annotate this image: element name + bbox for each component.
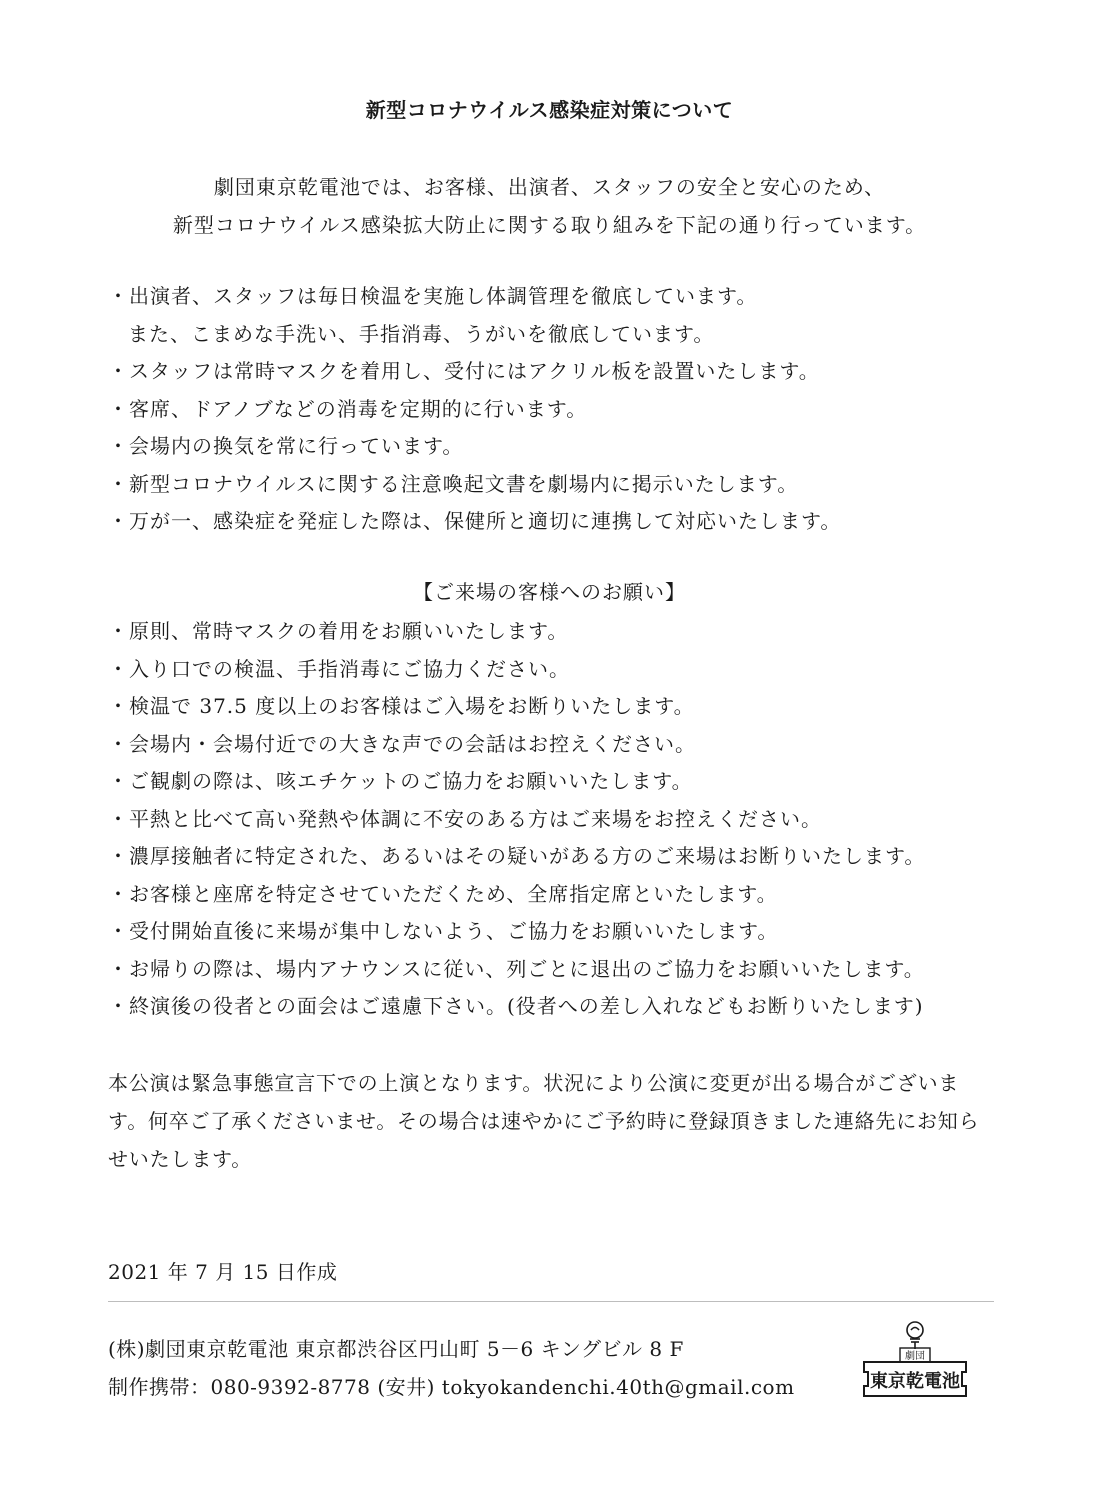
measure-item: また、こまめな手洗い、手指消毒、うがいを徹底しています。 [128, 321, 715, 346]
request-item: ・入り口での検温、手指消毒にご協力ください。 [108, 656, 570, 681]
company-address: (株)劇団東京乾電池 東京都渋谷区円山町 5－6 キングビル 8 F [108, 1337, 684, 1361]
footer [108, 1330, 828, 1406]
measure-item: ・会場内の換気を常に行っています。 [108, 434, 464, 458]
request-item: ・検温で 37.5 度以上のお客様はご入場をお断りいたします。 [108, 694, 695, 718]
contact-info: 制作携帯：080-9392-8778 (安井) tokyokandenchi.40th@gmail.com [108, 1375, 795, 1399]
logo-text-main: 東京乾電池 [870, 1371, 960, 1392]
request-item: ・ご観劇の際は、咳エチケットのご協力をお願いいたします。 [108, 769, 693, 793]
measure-item: ・出演者、スタッフは毎日検温を実施し体調管理を徹底しています。 [108, 284, 758, 308]
measure-item: ・スタッフは常時マスクを着用し、受付にはアクリル板を設置いたします。 [108, 359, 820, 383]
intro-line: 新型コロナウイルス感染拡大防止に関する取り組みを下記の通り行っています。 [172, 213, 927, 237]
requests-heading: 【ご来場の客様へのお願い】 [413, 580, 686, 604]
closing-paragraph: 本公演は緊急事態宣言下での上演となります。状況により公演に変更が出る場合がございます。何卒ご了承くださいませ。その場合は速やかにご予約時に登録頂きました連絡先にお知らせいたします。 [108, 1071, 980, 1171]
request-item: ・原則、常時マスクの着用をお願いいたします。 [108, 619, 569, 643]
measure-item: ・客席、ドアノブなどの消毒を定期的に行います。 [108, 396, 588, 421]
logo-text-top: 劇団 [905, 1351, 925, 1362]
request-item: ・平熱と比べて高い発熱や体調に不安のある方はご来場をお控えください。 [108, 806, 822, 831]
request-item: ・濃厚接触者に特定された、あるいはその疑いがある方のご来場はお断りいたします。 [108, 844, 926, 868]
divider [108, 1301, 994, 1302]
requests-list [108, 613, 1008, 1026]
intro-line: 劇団東京乾電池では、お客様、出演者、スタッフの安全と安心のため、 [213, 175, 886, 199]
request-item: ・会場内・会場付近での大きな声での会話はお控えください。 [108, 731, 696, 756]
intro-paragraph [0, 168, 1099, 244]
page-title: 新型コロナウイルス感染症対策について [365, 98, 734, 122]
request-item: ・お客様と座席を特定させていただくため、全席指定席といたします。 [108, 881, 778, 906]
request-item: ・受付開始直後に来場が集中しないよう、ご協力をお願いいたします。 [108, 919, 779, 943]
troupe-logo [860, 1318, 970, 1402]
measure-item: ・新型コロナウイルスに関する注意喚起文書を劇場内に掲示いたします。 [108, 471, 799, 496]
measures-list [108, 278, 1008, 541]
created-date: 2021 年 7 月 15 日作成 [108, 1260, 338, 1284]
measure-item: ・万が一、感染症を発症した際は、保健所と適切に連携して対応いたします。 [108, 509, 842, 533]
request-item: ・終演後の役者との面会はご遠慮下さい。(役者への差し入れなどもお断りいたします) [108, 994, 924, 1018]
lightbulb-icon [907, 1322, 923, 1349]
request-item: ・お帰りの際は、場内アナウンスに従い、列ごとに退出のご協力をお願いいたします。 [108, 956, 925, 981]
